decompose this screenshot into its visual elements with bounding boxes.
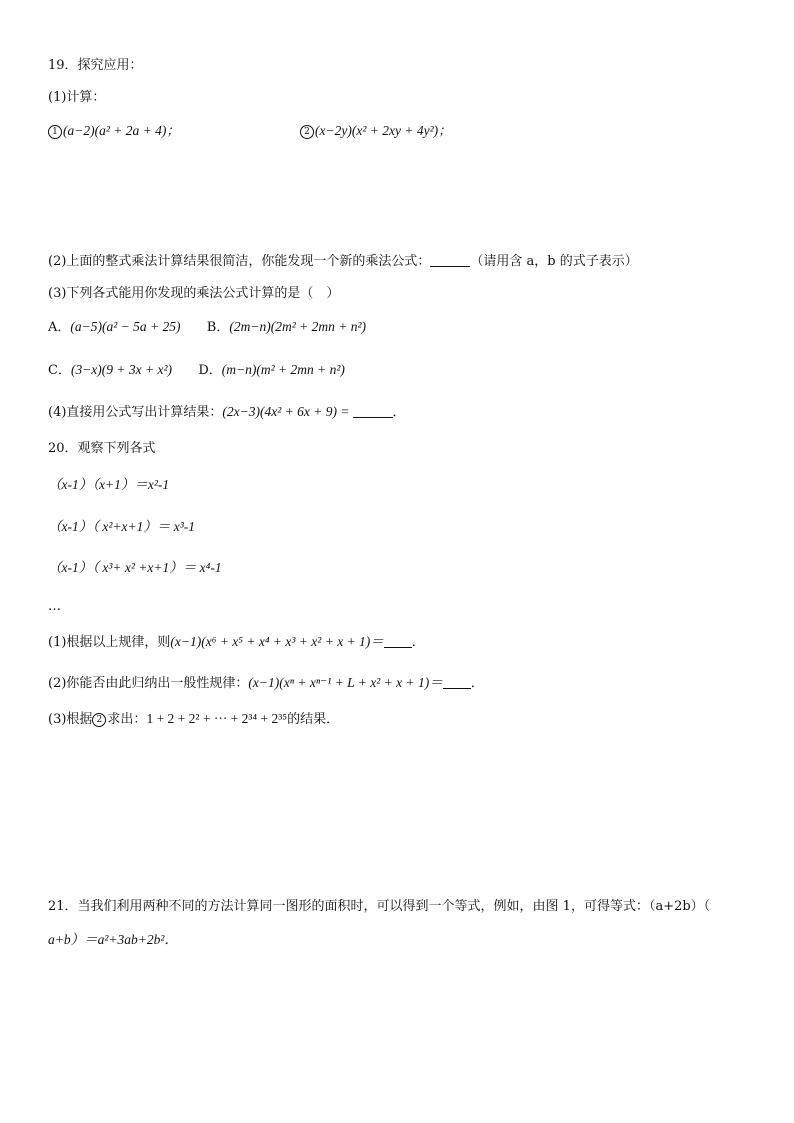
q20-part3-text-a: (3)根据 — [48, 712, 93, 727]
option-b-expr: (2m−n)(2m² + 2mn + n²) — [229, 319, 366, 334]
circled-number-2: 2 — [92, 713, 106, 727]
q19-part1-item2 — [300, 122, 452, 141]
q20-title: 观察下列各式 — [77, 441, 156, 456]
q19-part1-item1 — [48, 122, 180, 141]
q19-item2-expr: (x−2y)(x² + 2xy + 4y²)； — [315, 123, 452, 138]
q20-part1: (1)根据以上规律，则(x−1)(x⁶ + x⁵ + x⁴ + x³ + x² + x + 1)＝ ． — [48, 634, 425, 650]
answer-blank[interactable] — [353, 405, 393, 418]
q20-part3-expr: 1 + 2 + 2² + ··· + 2³⁴ + 2³⁵ — [146, 711, 288, 726]
q19-item1-expr: (a−2)(a² + 2a + 4)； — [63, 123, 180, 138]
q19-part2 — [48, 253, 638, 271]
q19-options-row-1 — [48, 318, 366, 337]
option-d-label: D． — [198, 363, 222, 378]
q20-part3-text-b: 求出： — [107, 712, 147, 727]
q19-title: 探究应用： — [77, 58, 143, 73]
q20-equation-1: （x-1）（x+1）＝x²-1 — [48, 477, 170, 492]
answer-blank[interactable] — [384, 635, 412, 648]
q19-part2-note: （请用含 a，b 的式子表示） — [470, 254, 638, 269]
q20-number: 20． — [48, 441, 78, 456]
option-a-label: A． — [48, 320, 71, 335]
circled-number-1: 1 — [48, 125, 62, 139]
q21-text-line1: 当我们利用两种不同的方法计算同一图形的面积时，可以得到一个等式，例如，由图 1，可得等式：（a+2b）（ — [77, 899, 711, 914]
q20-part2-text: (2)你能否由此归纳出一般性规律： — [48, 676, 249, 691]
q19-options-row-2 — [48, 361, 345, 380]
q20-part2: (2)你能否由此归纳出一般性规律：(x−1)(xⁿ + xⁿ⁻¹ + L + x² + x + 1)＝ ． — [48, 675, 484, 691]
q20-ellipsis: … — [48, 599, 61, 614]
q19-part3-text: (3)下列各式能用你发现的乘法公式计算的是（ ） — [48, 286, 340, 301]
q19-part4-expr: (2x−3)(4x² + 6x + 9) = — [222, 404, 350, 419]
q20-equation-2: （x-1）（ x²+x+1）＝ x³-1 — [48, 519, 196, 534]
q19-part4-text: (4)直接用公式写出计算结果： — [48, 405, 223, 420]
q21-line-1 — [48, 898, 710, 916]
q20-part1-text: (1)根据以上规律，则 — [48, 635, 171, 650]
q19-part4: (4)直接用公式写出计算结果：(2x−3)(4x² + 6x + 9) = ． — [48, 404, 406, 420]
q20-part2-expr: (x−1)(xⁿ + xⁿ⁻¹ + L + x² + x + 1)＝ — [248, 675, 443, 690]
q20-heading — [48, 440, 156, 458]
q20-equation-3: （x-1）（ x³+ x² +x+1）＝ x⁴-1 — [48, 560, 222, 575]
q20-part3 — [48, 710, 339, 729]
answer-blank[interactable] — [430, 254, 470, 267]
option-b-label: B． — [206, 320, 230, 335]
q19-heading — [48, 57, 143, 75]
q19-number: 19． — [48, 58, 78, 73]
q20-part1-expr: (x−1)(x⁶ + x⁵ + x⁴ + x³ + x² + x + 1)＝ — [170, 634, 384, 649]
q20-part3-text-c: 的结果． — [287, 712, 340, 727]
answer-blank[interactable] — [443, 676, 471, 689]
q19-part1-label: (1)计算： — [48, 90, 106, 105]
option-d-expr: (m−n)(m² + 2mn + n²) — [221, 362, 345, 377]
option-c-label: C． — [48, 363, 71, 378]
circled-number-2: 2 — [300, 125, 314, 139]
q21-line-2: a+b）＝a²+3ab+2b²． — [48, 932, 178, 947]
option-a-expr: (a−5)(a² − 5a + 25) — [70, 319, 181, 334]
q21-number: 21． — [48, 899, 78, 914]
option-c-expr: (3−x)(9 + 3x + x²) — [70, 362, 173, 377]
q19-part2-text: (2)上面的整式乘法计算结果很简洁，你能发现一个新的乘法公式： — [48, 254, 431, 269]
